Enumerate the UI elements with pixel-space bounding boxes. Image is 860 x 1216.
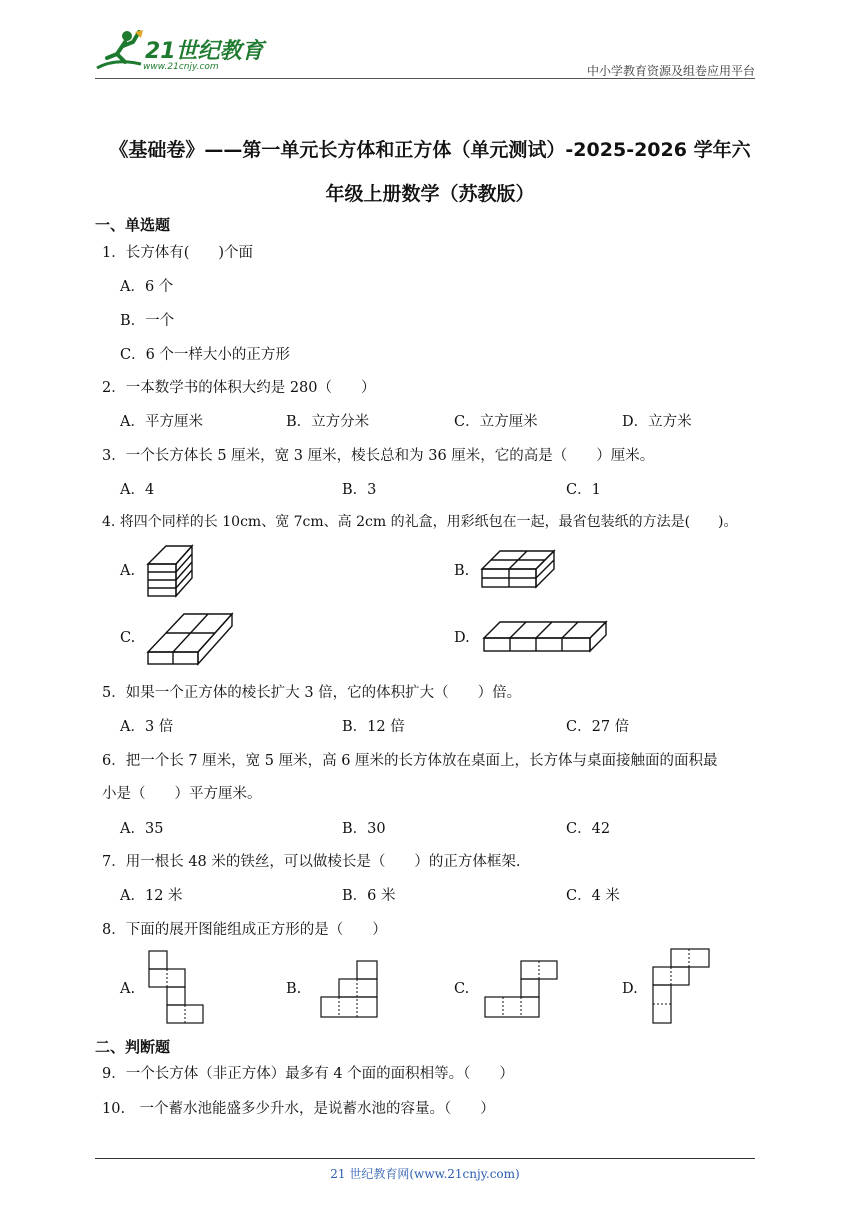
q8-net-c [484,960,560,1020]
q7-option-c: C．4 米 [566,888,620,904]
q4-figure-c-flat-2x2-boxes [146,612,236,666]
question-9: 9．一个长方体（非正方体）最多有 4 个面的面积相等。（ ） [102,1066,514,1082]
q2-option-b: B．立方分米 [286,414,370,430]
question-10: 10. 一个蓄水池能盛多少升水，是说蓄水池的容量。（ ） [102,1101,495,1117]
q4-option-a-label: A. [120,563,136,579]
q2-option-a: A．平方厘米 [120,414,203,430]
title-line-2: 年级上册数学（苏教版） [325,183,535,205]
question-5: 5．如果一个正方体的棱长扩大 3 倍，它的体积扩大（ ）倍。 [102,685,522,701]
q8-net-b [320,960,382,1020]
footer-text: 21 世纪教育网(www.21cnjy.com) [330,1167,520,1181]
title-line-1: 《基础卷》——第一单元长方体和正方体（单元测试）-2025-2026 学年六 [109,139,751,161]
q7-option-a: A．12 米 [120,888,183,904]
q6-option-a: A．35 [120,821,164,837]
q4-option-c-label: C. [120,630,136,646]
section-heading-1: 一、单选题 [95,216,171,234]
q3-option-a: A．4 [120,482,155,498]
q4-figure-a-stacked-boxes [146,542,196,598]
site-logo [95,28,265,80]
question-6-line-1: 6．把一个长 7 厘米，宽 5 厘米，高 6 厘米的长方体放在桌面上，长方体与桌面接触面的面积最 [102,753,718,769]
runner-logo-icon [95,28,145,74]
q7-option-b: B．6 米 [342,888,396,904]
page-header [95,28,755,80]
q4-figure-b-two-layer-boxes [480,549,556,591]
question-4: 4. 将四个同样的长 10cm、宽 7cm、高 2cm 的礼盒，用彩纸包在一起，最省包装纸的方法是( )。 [102,514,738,530]
q2-option-d: D．立方米 [622,414,692,430]
question-8: 8．下面的展开图能组成正方形的是（ ） [102,922,387,938]
question-7: 7．用一根长 48 米的铁丝，可以做棱长是（ ）的正方体框架. [102,854,521,870]
logo-url: www.21cnjy.com [143,62,219,72]
q4-option-b-label: B. [454,563,470,579]
q8-option-c-label: C. [454,981,470,997]
q3-option-b: B．3 [342,482,377,498]
q4-option-d-label: D. [454,630,470,646]
platform-name: 中小学教育资源及组卷应用平台 [586,64,755,78]
q1-option-b: B．一个 [120,313,175,329]
q8-option-d-label: D. [622,981,638,997]
question-3: 3．一个长方体长 5 厘米，宽 3 厘米，棱长总和为 36 厘米，它的高是（ ）厘米。 [102,448,655,464]
header-divider [95,78,755,79]
section-heading-2: 二、判断题 [95,1038,171,1056]
q8-net-d [652,948,712,1026]
q2-option-c: C．立方厘米 [454,414,538,430]
q6-option-c: C．42 [566,821,611,837]
q1-option-a: A．6 个 [120,279,174,295]
q8-option-a-label: A. [120,981,136,997]
q5-option-b: B．12 倍 [342,719,405,735]
q8-option-b-label: B. [286,981,302,997]
q5-option-a: A．3 倍 [120,719,174,735]
footer-divider [95,1158,755,1159]
document-title [95,128,765,216]
question-2: 2．一本数学书的体积大约是 280（ ） [102,380,376,396]
q3-option-c: C．1 [566,482,601,498]
q8-net-a [148,950,208,1028]
q6-option-b: B．30 [342,821,386,837]
logo-text: 21世纪教育 [145,39,264,64]
q5-option-c: C．27 倍 [566,719,630,735]
q1-option-c: C．6 个一样大小的正方形 [120,347,290,363]
q4-figure-d-row-of-boxes [482,620,610,656]
question-1: 1．长方体有( )个面 [102,245,254,261]
question-6-line-2: 小是（ ）平方厘米。 [102,786,262,802]
